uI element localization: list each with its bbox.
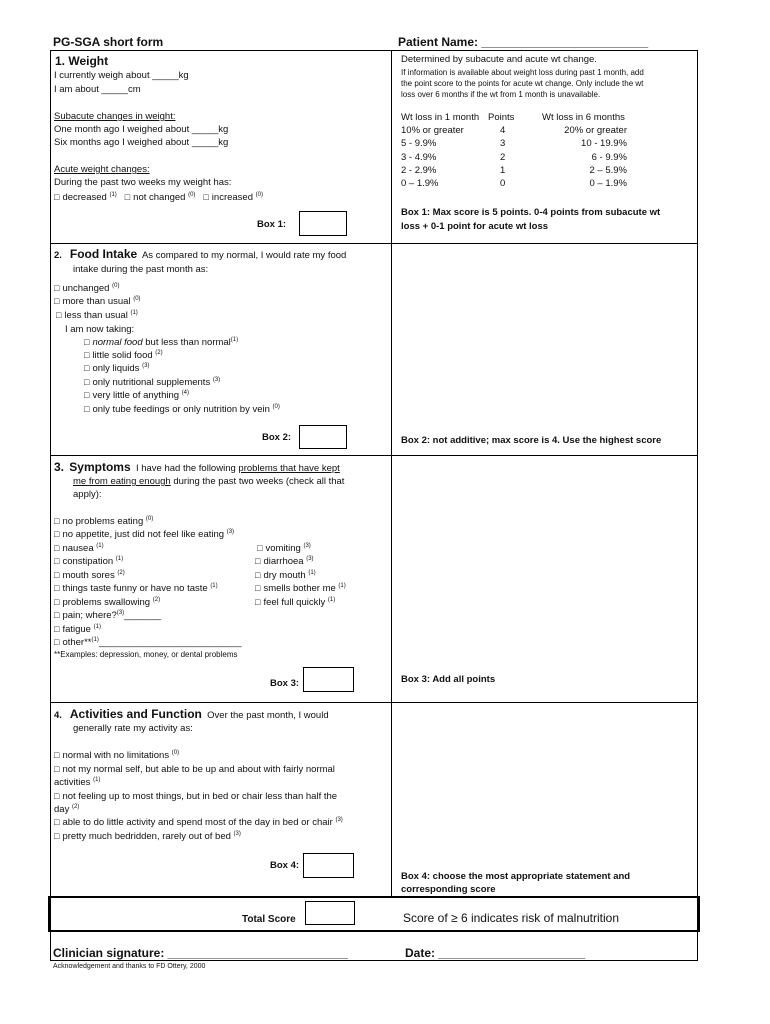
symptom-checkbox[interactable] xyxy=(54,636,242,649)
option-points: (2) xyxy=(155,349,163,356)
option-label: pain; where? xyxy=(62,610,117,621)
option-points: (1) xyxy=(327,596,336,603)
symptom-checkbox[interactable] xyxy=(54,609,161,622)
symptoms-intro-u1: problems that have kept xyxy=(238,463,340,474)
option-points: (3) xyxy=(212,376,221,383)
not-changed-points: (0) xyxy=(188,191,196,198)
table-cell: 6 - 9.9% xyxy=(591,151,627,163)
total-score-label: Total Score xyxy=(242,914,296,925)
symptoms-number: 3. xyxy=(54,460,65,474)
option-points: (3) xyxy=(303,542,311,549)
option-label: other** xyxy=(62,637,92,648)
increased-checkbox[interactable] xyxy=(203,192,263,203)
option-label: no appetite, just did not feel like eating xyxy=(62,529,225,540)
food-intake-heading xyxy=(54,248,346,262)
option-points: (1) xyxy=(338,582,346,589)
little-solid-checkbox[interactable] xyxy=(84,349,163,362)
activity-half-day-checkbox[interactable] xyxy=(54,790,337,803)
left-rule xyxy=(50,50,51,960)
table-cell: 20% or greater xyxy=(564,125,627,137)
option-points: (0) xyxy=(133,295,141,302)
bottom-rule xyxy=(50,960,698,961)
symptom-checkbox[interactable] xyxy=(54,596,160,609)
food-less-checkbox[interactable] xyxy=(56,309,138,322)
activity-not-normal-cont xyxy=(54,776,100,789)
patient-name-field[interactable]: Patient Name: _________________________ xyxy=(398,35,649,49)
table-cell: 3 - 4.9% xyxy=(401,151,437,163)
other-symptom-field[interactable]: ___________________________ xyxy=(98,637,242,648)
table-cell: 10 - 19.9% xyxy=(581,138,627,150)
option-points: (0) xyxy=(272,403,280,410)
option-label: nausea xyxy=(62,543,94,554)
table-cell: 1 xyxy=(500,164,506,176)
only-liquids-checkbox[interactable] xyxy=(84,362,149,375)
option-label: feel full quickly xyxy=(263,597,326,608)
symptoms-examples: **Examples: depression, money, or dental problems xyxy=(54,650,238,659)
food-intake-number: 2. xyxy=(54,250,62,261)
weight-loss-table xyxy=(401,111,642,190)
not-changed-checkbox[interactable] xyxy=(125,192,196,203)
option-points: (1) xyxy=(230,336,239,343)
section-divider-2 xyxy=(50,455,698,456)
two-weeks-text: During the past two weeks my weight has: xyxy=(54,177,232,188)
decreased-label: decreased xyxy=(62,192,107,203)
increased-label: increased xyxy=(211,192,253,203)
activities-intro-1: Over the past month, I would xyxy=(207,710,329,721)
decreased-points: (1) xyxy=(109,191,117,198)
info-line-2: the point score to the points for acute wt change. Only include the wt xyxy=(401,79,644,88)
tube-feedings-checkbox[interactable] xyxy=(84,403,280,416)
activities-number: 4. xyxy=(54,710,62,721)
one-month-weight-field[interactable]: One month ago I weighed about _____kg xyxy=(54,124,229,135)
option-label: mouth sores xyxy=(62,570,115,581)
option-points: (1) xyxy=(93,623,101,630)
decreased-checkbox[interactable] xyxy=(54,192,117,203)
box2-note: Box 2: not additive; max score is 4. Use the highest score xyxy=(401,435,662,446)
option-points: (2) xyxy=(117,569,125,576)
symptoms-title: Symptoms xyxy=(69,460,131,474)
option-label: only tube feedings or only nutrition by vein xyxy=(92,404,270,415)
option-points: (0) xyxy=(112,282,120,289)
current-weight-field[interactable]: I currently weigh about _____kg xyxy=(54,70,189,81)
symptoms-intro-u2: me from eating enough xyxy=(73,476,171,487)
box1-note-line2: loss + 0-1 point for acute wt loss xyxy=(401,221,549,232)
option-points: (3) xyxy=(142,362,150,369)
height-field[interactable]: I am about _____cm xyxy=(54,84,141,95)
option-label: normal with no limitations xyxy=(62,750,170,761)
pain-location-field[interactable]: _______ xyxy=(124,610,162,621)
symptom-checkbox[interactable] xyxy=(54,555,123,568)
food-intake-intro-2: intake during the past month as: xyxy=(73,264,209,275)
box3-input[interactable] xyxy=(303,667,354,692)
box2-input[interactable] xyxy=(299,425,347,449)
option-points: (1) xyxy=(210,582,218,589)
symptom-checkbox[interactable] xyxy=(54,623,101,636)
activity-little-checkbox[interactable] xyxy=(54,816,343,829)
food-intake-title: Food Intake xyxy=(69,247,138,261)
option-points: (3) xyxy=(226,528,235,535)
acute-options xyxy=(54,191,263,204)
option-label: dry mouth xyxy=(263,570,306,581)
activities-title: Activities and Function xyxy=(69,707,202,721)
box1-note-line1: Box 1: Max score is 5 points. 0-4 points from subacute wt xyxy=(401,207,661,218)
option-points: (3) xyxy=(306,555,314,562)
not-changed-label: not changed xyxy=(133,192,186,203)
activities-intro-2: generally rate my activity as: xyxy=(73,723,193,734)
box4-input[interactable] xyxy=(303,853,354,878)
option-label: but less than normal xyxy=(142,337,231,348)
table-cell: 3 xyxy=(500,138,506,150)
option-label: pretty much bedridden, rarely out of bed xyxy=(62,831,231,842)
option-label: day xyxy=(54,804,70,815)
top-rule xyxy=(50,50,698,51)
right-rule xyxy=(697,50,698,960)
option-label: not my normal self, but able to be up and about with fairly normal xyxy=(62,764,335,775)
symptom-checkbox[interactable] xyxy=(257,542,311,555)
section-weight-title: 1. Weight xyxy=(55,54,109,68)
symptom-checkbox[interactable] xyxy=(255,555,314,568)
acknowledgement: Acknowledgement and thanks to FD Ottery, 2000 xyxy=(53,963,206,970)
increased-points: (0) xyxy=(255,191,263,198)
box3-note: Box 3: Add all points xyxy=(401,674,496,685)
symptoms-intro-b: during the past two weeks (check all that xyxy=(170,476,345,487)
symptom-checkbox[interactable] xyxy=(255,596,335,609)
table-cell: 2 - 2.9% xyxy=(401,164,437,176)
box4-label: Box 4: xyxy=(270,860,300,871)
option-label: no problems eating xyxy=(62,516,144,527)
symptoms-heading xyxy=(54,461,340,475)
symptom-checkbox[interactable] xyxy=(54,528,234,541)
table-cell: 10% or greater xyxy=(401,125,464,137)
option-label: little solid food xyxy=(92,350,153,361)
acute-heading: Acute weight changes: xyxy=(54,164,150,175)
th-6-months: Wt loss in 6 months xyxy=(542,112,625,123)
now-taking-text: I am now taking: xyxy=(65,324,135,335)
food-unchanged-checkbox[interactable] xyxy=(54,282,119,295)
table-cell: 2 – 5.9% xyxy=(589,164,627,176)
symptom-checkbox[interactable] xyxy=(54,515,153,528)
section-divider-1 xyxy=(50,243,698,244)
section-divider-3 xyxy=(50,702,698,703)
activities-heading xyxy=(54,708,329,722)
option-points: (1) xyxy=(93,776,101,783)
form-title: PG-SGA short form xyxy=(53,35,164,49)
option-points: (1) xyxy=(130,309,138,316)
table-cell: 5 - 9.9% xyxy=(401,138,437,150)
option-label: only nutritional supplements xyxy=(92,377,211,388)
symptom-checkbox[interactable] xyxy=(54,569,125,582)
activity-bedridden-checkbox[interactable] xyxy=(54,830,241,843)
symptoms-intro-a: I have had the following xyxy=(135,463,239,474)
option-label: problems swallowing xyxy=(62,597,151,608)
box4-note-line2: corresponding score xyxy=(401,884,496,895)
option-label: not feeling up to most things, but in bed or chair less than half the xyxy=(62,791,338,802)
table-cell: 0 – 1.9% xyxy=(401,178,439,190)
table-cell: 4 xyxy=(500,125,506,137)
total-score-input[interactable] xyxy=(305,901,355,925)
option-points: (1) xyxy=(308,569,316,576)
option-label: able to do little activity and spend most of the day in bed or chair xyxy=(62,817,333,828)
symptom-checkbox[interactable] xyxy=(54,582,218,595)
info-line-1: If information is available about weight loss during past 1 month, add xyxy=(401,68,644,77)
food-more-checkbox[interactable] xyxy=(54,295,141,308)
option-points: (3) xyxy=(335,816,343,823)
symptom-checkbox[interactable] xyxy=(54,542,104,555)
clinician-signature-field[interactable]: Clinician signature: ___________________________ xyxy=(53,946,348,960)
th-1-month: Wt loss in 1 month xyxy=(401,112,480,123)
normal-food-checkbox[interactable] xyxy=(84,336,238,349)
option-label: diarrhoea xyxy=(263,556,304,567)
table-cell: 0 – 1.9% xyxy=(589,178,627,190)
box3-label: Box 3: xyxy=(270,678,300,689)
subacute-heading: Subacute changes in weight: xyxy=(54,111,176,122)
table-cell: 2 xyxy=(500,151,506,163)
box1-label: Box 1: xyxy=(257,219,287,230)
option-label: only liquids xyxy=(92,363,140,374)
option-label: activities xyxy=(54,777,91,788)
activity-not-normal-checkbox[interactable] xyxy=(54,763,335,776)
option-label: more than usual xyxy=(62,296,131,307)
symptoms-intro-line2 xyxy=(73,475,344,488)
option-points: (1) xyxy=(115,555,124,562)
option-label: vomiting xyxy=(265,543,301,554)
box1-input[interactable] xyxy=(299,211,347,236)
determined-text: Determined by subacute and acute wt change. xyxy=(401,54,597,65)
option-points: (0) xyxy=(171,749,180,756)
option-label: smells bother me xyxy=(263,583,336,594)
very-little-checkbox[interactable] xyxy=(84,389,189,402)
activity-normal-checkbox[interactable] xyxy=(54,749,179,762)
table-cell: 0 xyxy=(500,178,506,190)
supplements-checkbox[interactable] xyxy=(84,376,220,389)
option-label: less than usual xyxy=(64,310,128,321)
option-label: things taste funny or have no taste xyxy=(62,583,208,594)
option-points: (1) xyxy=(91,636,99,643)
date-field[interactable]: Date: ______________________ xyxy=(405,946,586,960)
column-divider xyxy=(391,50,392,896)
symptom-checkbox[interactable] xyxy=(255,569,316,582)
risk-note: Score of ≥ 6 indicates risk of malnutrition xyxy=(403,911,620,925)
symptoms-intro-line3: apply): xyxy=(73,489,102,500)
box2-label: Box 2: xyxy=(262,432,292,443)
option-points: (1) xyxy=(96,542,104,549)
option-points: (2) xyxy=(71,803,80,810)
option-label: very little of anything xyxy=(92,390,180,401)
option-points: (4) xyxy=(181,389,190,396)
option-label: normal food xyxy=(92,337,143,348)
option-label: unchanged xyxy=(62,283,110,294)
option-points: (2) xyxy=(152,596,161,603)
option-points: (3) xyxy=(233,830,241,837)
option-label: fatigue xyxy=(62,624,91,635)
six-month-weight-field[interactable]: Six months ago I weighed about _____kg xyxy=(54,137,229,148)
th-points: Points xyxy=(488,112,515,123)
option-points: (3) xyxy=(116,609,125,616)
option-points: (0) xyxy=(145,515,154,522)
symptom-checkbox[interactable] xyxy=(255,582,346,595)
activity-half-day-cont xyxy=(54,803,79,816)
box4-note-line1: Box 4: choose the most appropriate statement and xyxy=(401,871,631,882)
option-label: constipation xyxy=(62,556,114,567)
info-line-3: loss over 6 months if the wt from 1 month is unavailable. xyxy=(401,90,601,99)
food-intake-intro-1: As compared to my normal, I would rate my food xyxy=(141,250,347,261)
